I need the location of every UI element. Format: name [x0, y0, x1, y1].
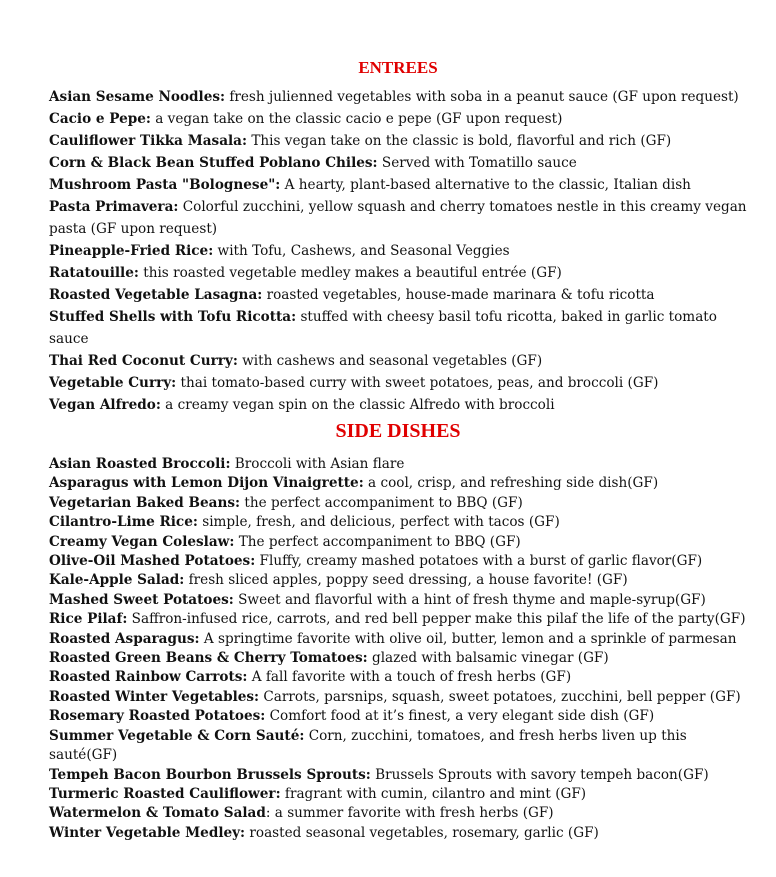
side-dish-item-name: Creamy Vegan Coleslaw:: [49, 533, 235, 550]
side-dish-item-name: Cilantro-Lime Rice:: [49, 514, 198, 531]
side-dish-item: [49, 649, 749, 668]
side-dish-item: [49, 688, 749, 707]
side-dish-item-description: Sweet and flavorful with a hint of fresh thyme and maple-syrup(GF): [233, 591, 706, 608]
side-dish-list: [49, 455, 749, 843]
side-dish-item-description: The perfect accompaniment to BBQ (GF): [234, 533, 521, 550]
side-dish-item-name: Tempeh Bacon Bourbon Brussels Sprouts:: [49, 766, 371, 783]
side-dish-item: [49, 668, 749, 687]
side-dish-item: [49, 727, 749, 766]
entree-item-name: Ratatouille:: [49, 265, 139, 281]
entree-item: [49, 394, 749, 416]
entree-item: [49, 196, 749, 240]
side-dish-item-description: A fall favorite with a touch of fresh herbs (GF): [247, 669, 572, 686]
side-dishes-heading: SIDE DISHES: [335, 420, 461, 442]
entree-item-description: Colorful zucchini, yellow squash and cherry tomatoes nestle in this creamy vegan pasta (GF upon request): [49, 199, 747, 237]
side-dish-item-name: Roasted Asparagus:: [49, 630, 200, 647]
side-dish-item-name: Mashed Sweet Potatoes:: [49, 591, 234, 608]
entree-item: [49, 350, 749, 372]
entree-item-description: stuffed with cheesy basil tofu ricotta, baked in garlic tomato sauce: [49, 309, 717, 347]
side-dish-item-description: Carrots, parsnips, squash, sweet potatoes, zucchini, bell pepper (GF): [259, 688, 741, 705]
side-dish-item-description: Brussels Sprouts with savory tempeh bacon(GF): [370, 766, 709, 783]
entree-item: [49, 372, 749, 394]
entree-item-name: Roasted Vegetable Lasagna:: [49, 287, 263, 303]
entree-item-description: roasted vegetables, house-made marinara & tofu ricotta: [262, 287, 655, 303]
entree-item-name: Vegan Alfredo:: [49, 397, 161, 413]
entree-item-name: Mushroom Pasta "Bolognese":: [49, 177, 281, 193]
side-dish-item-description: a cool, crisp, and refreshing side dish(GF): [363, 475, 659, 492]
side-dish-item-name: Asian Roasted Broccoli:: [49, 456, 231, 472]
entree-item-description: fresh julienned vegetables with soba in a peanut sauce (GF upon request): [225, 89, 739, 105]
side-dish-item-description: A springtime favorite with olive oil, butter, lemon and a sprinkle of parmesan: [199, 630, 737, 647]
side-dish-item: [49, 474, 749, 493]
entree-item: [49, 130, 749, 152]
side-dish-item-description: : a summer favorite with fresh herbs (GF): [265, 805, 554, 822]
entree-item: [49, 284, 749, 306]
side-dish-item: [49, 766, 749, 785]
entree-item-description: this roasted vegetable medley makes a beautiful entrée (GF): [138, 265, 562, 281]
entree-item-description: with cashews and seasonal vegetables (GF): [237, 353, 543, 369]
side-dish-item: [49, 513, 749, 532]
side-dish-item-description: Comfort food at it’s finest, a very elegant side dish (GF): [265, 708, 655, 725]
side-dish-item-name: Roasted Winter Vegetables:: [49, 688, 260, 705]
side-dish-item: [49, 494, 749, 513]
entree-item: [49, 240, 749, 262]
side-dish-item-name: Watermelon & Tomato Salad: [49, 805, 266, 822]
side-dish-item-description: roasted seasonal vegetables, rosemary, garlic (GF): [245, 824, 599, 841]
entree-item-name: Thai Red Coconut Curry:: [49, 353, 238, 369]
side-dish-item: [49, 630, 749, 649]
side-dish-item-description: Broccoli with Asian flare: [230, 456, 405, 472]
side-dish-item: [49, 591, 749, 610]
side-dish-item: [49, 824, 749, 843]
entree-item-description: This vegan take on the classic is bold, flavorful and rich (GF): [247, 133, 672, 149]
side-dish-item-name: Summer Vegetable & Corn Sauté:: [49, 727, 305, 744]
side-dish-item-name: Roasted Rainbow Carrots:: [49, 669, 248, 686]
side-dish-item: [49, 455, 749, 474]
side-dish-item-description: Fluffy, creamy mashed potatoes with a burst of garlic flavor(GF): [255, 553, 703, 570]
side-dish-item-description: simple, fresh, and delicious, perfect with tacos (GF): [197, 514, 560, 531]
side-dish-item-name: Turmeric Roasted Cauliflower:: [49, 785, 281, 802]
side-dish-item-description: Saffron-infused rice, carrots, and red bell pepper make this pilaf the life of the party(GF): [127, 611, 746, 628]
entree-item-name: Vegetable Curry:: [49, 375, 177, 391]
side-dish-item: [49, 571, 749, 590]
side-dish-item: [49, 533, 749, 552]
entree-item-description: with Tofu, Cashews, and Seasonal Veggies: [213, 243, 510, 259]
entree-item-description: a vegan take on the classic cacio e pepe (GF upon request): [150, 111, 563, 127]
entrees-heading: ENTREES: [358, 58, 438, 77]
side-dish-item: [49, 804, 749, 823]
entree-item-name: Stuffed Shells with Tofu Ricotta:: [49, 309, 297, 325]
side-dish-item-name: Winter Vegetable Medley:: [49, 824, 246, 841]
side-dish-item-description: Corn, zucchini, tomatoes, and fresh herbs liven up this sauté(GF): [49, 727, 687, 764]
entree-item-description: Served with Tomatillo sauce: [377, 155, 577, 171]
side-dish-item-name: Roasted Green Beans & Cherry Tomatoes:: [49, 650, 368, 667]
entree-item: [49, 262, 749, 284]
entree-item-name: Corn & Black Bean Stuffed Poblano Chiles:: [49, 155, 378, 171]
entree-item-description: a creamy vegan spin on the classic Alfredo with broccoli: [160, 397, 555, 413]
side-dish-item-description: fresh sliced apples, poppy seed dressing, a house favorite! (GF): [184, 572, 628, 589]
entree-item-name: Cauliflower Tikka Masala:: [49, 133, 247, 149]
side-dish-item-description: the perfect accompaniment to BBQ (GF): [240, 494, 523, 511]
entree-item-description: A hearty, plant-based alternative to the classic, Italian dish: [280, 177, 691, 193]
entree-item-name: Pineapple-Fried Rice:: [49, 243, 214, 259]
entree-item: [49, 86, 749, 108]
side-dish-item: [49, 552, 749, 571]
entree-item: [49, 306, 749, 350]
entree-item: [49, 174, 749, 196]
entree-item-description: thai tomato-based curry with sweet potatoes, peas, and broccoli (GF): [176, 375, 659, 391]
side-dish-item: [49, 610, 749, 629]
side-dish-item-description: fragrant with cumin, cilantro and mint (GF): [280, 785, 587, 802]
side-dish-item-name: Vegetarian Baked Beans:: [49, 494, 241, 511]
side-dish-item-name: Olive-Oil Mashed Potatoes:: [49, 553, 256, 570]
entree-item: [49, 152, 749, 174]
side-dish-item-name: Rice Pilaf:: [49, 611, 128, 628]
entree-item-name: Pasta Primavera:: [49, 199, 179, 215]
side-dish-item-name: Kale-Apple Salad:: [49, 572, 185, 589]
entree-list: [49, 86, 749, 416]
side-dish-item-name: Asparagus with Lemon Dijon Vinaigrette:: [49, 475, 364, 492]
side-dish-item-description: glazed with balsamic vinegar (GF): [367, 650, 609, 667]
side-dish-item: [49, 707, 749, 726]
entree-item: [49, 108, 749, 130]
side-dish-item-name: Rosemary Roasted Potatoes:: [49, 708, 266, 725]
entree-item-name: Asian Sesame Noodles:: [49, 89, 226, 105]
side-dish-item: [49, 785, 749, 804]
entree-item-name: Cacio e Pepe:: [49, 111, 151, 127]
